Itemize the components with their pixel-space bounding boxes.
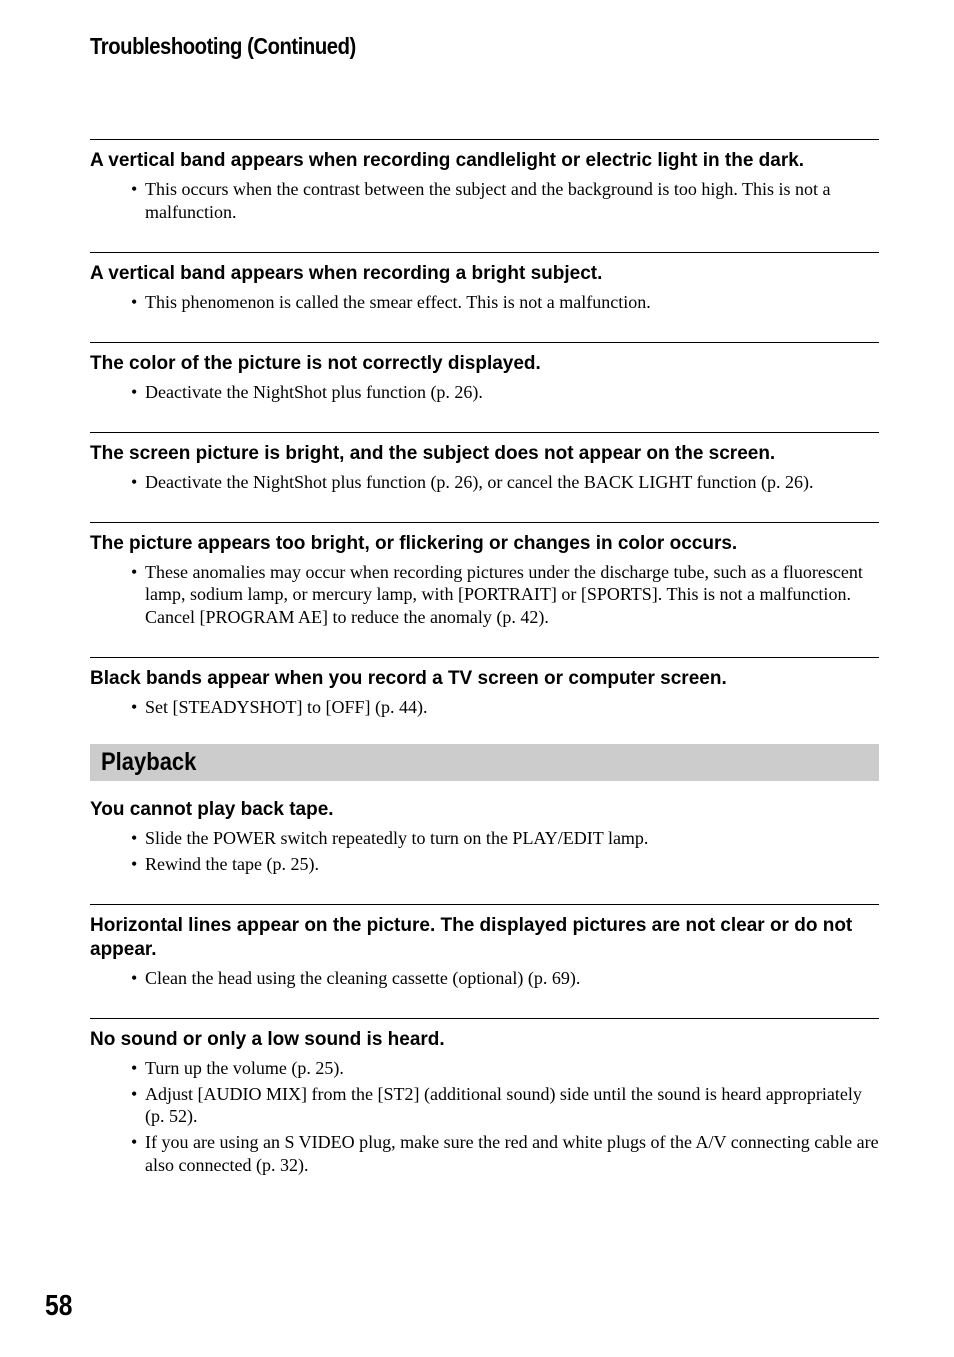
problem-heading: Black bands appear when you record a TV screen or computer screen.	[90, 667, 727, 689]
troubleshooting-entry	[90, 798, 879, 904]
troubleshooting-entry	[90, 1018, 879, 1205]
page-header: Troubleshooting (Continued)	[90, 33, 356, 59]
solution-item: • This occurs when the contrast between the subject and the background is too high. This is not a malfunction.	[145, 178, 879, 223]
troubleshooting-entry	[90, 342, 879, 432]
solution-item: • Set [STEADYSHOT] to [OFF] (p. 44).	[145, 696, 879, 719]
problem-heading: A vertical band appears when recording a bright subject.	[90, 262, 603, 284]
solution-item: • Clean the head using the cleaning cassette (optional) (p. 69).	[145, 967, 879, 990]
solution-item: • Turn up the volume (p. 25).	[145, 1057, 879, 1080]
troubleshooting-entry	[90, 657, 879, 747]
troubleshooting-content	[90, 139, 879, 1205]
solution-list	[90, 696, 879, 719]
problem-heading: You cannot play back tape.	[90, 798, 334, 820]
solution-item: • This phenomenon is called the smear effect. This is not a malfunction.	[145, 291, 879, 314]
problem-heading: A vertical band appears when recording candlelight or electric light in the dark.	[90, 150, 805, 171]
problem-heading: The screen picture is bright, and the subject does not appear on the screen.	[90, 442, 776, 464]
section-heading-band	[90, 744, 879, 781]
solution-item: • Deactivate the NightShot plus function (p. 26), or cancel the BACK LIGHT function (p. 26).	[145, 471, 879, 494]
problem-heading: Horizontal lines appear on the picture. The displayed pictures are not clear or do not appear.	[90, 914, 853, 960]
solution-item: • Adjust [AUDIO MIX] from the [ST2] (additional sound) side until the sound is heard appropriately (p. 52).	[145, 1083, 879, 1128]
solution-list	[90, 967, 879, 990]
solution-item: • If you are using an S VIDEO plug, make sure the red and white plugs of the A/V connecting cable are also connected (p. 32).	[145, 1131, 879, 1176]
solution-item: • Rewind the tape (p. 25).	[145, 853, 879, 876]
troubleshooting-entry	[90, 432, 879, 522]
solution-list	[90, 827, 879, 876]
solution-list	[90, 381, 879, 404]
solution-item: • Deactivate the NightShot plus function (p. 26).	[145, 381, 879, 404]
page-number: 58	[45, 1290, 73, 1322]
solution-item: • Slide the POWER switch repeatedly to turn on the PLAY/EDIT lamp.	[145, 827, 879, 850]
problem-heading: No sound or only a low sound is heard.	[90, 1028, 445, 1050]
solution-list	[90, 178, 879, 223]
troubleshooting-entry	[90, 139, 879, 252]
solution-list	[90, 1057, 879, 1177]
solution-list	[90, 561, 879, 629]
troubleshooting-entry	[90, 252, 879, 342]
problem-heading: The picture appears too bright, or flickering or changes in color occurs.	[90, 532, 738, 554]
solution-list	[90, 291, 879, 314]
solution-item: • These anomalies may occur when recording pictures under the discharge tube, such as a fluorescent lamp, sodium lamp, or mercury lamp, with [PORTRAIT] or [SPORTS]. This is not a malfunction. Cancel [PROGRAM AE] to reduce the anomaly (p. 42).	[145, 561, 879, 629]
solution-list	[90, 471, 879, 494]
section-title: Playback	[101, 747, 197, 776]
troubleshooting-entry	[90, 522, 879, 657]
troubleshooting-entry	[90, 904, 879, 1018]
problem-heading: The color of the picture is not correctly displayed.	[90, 352, 541, 374]
